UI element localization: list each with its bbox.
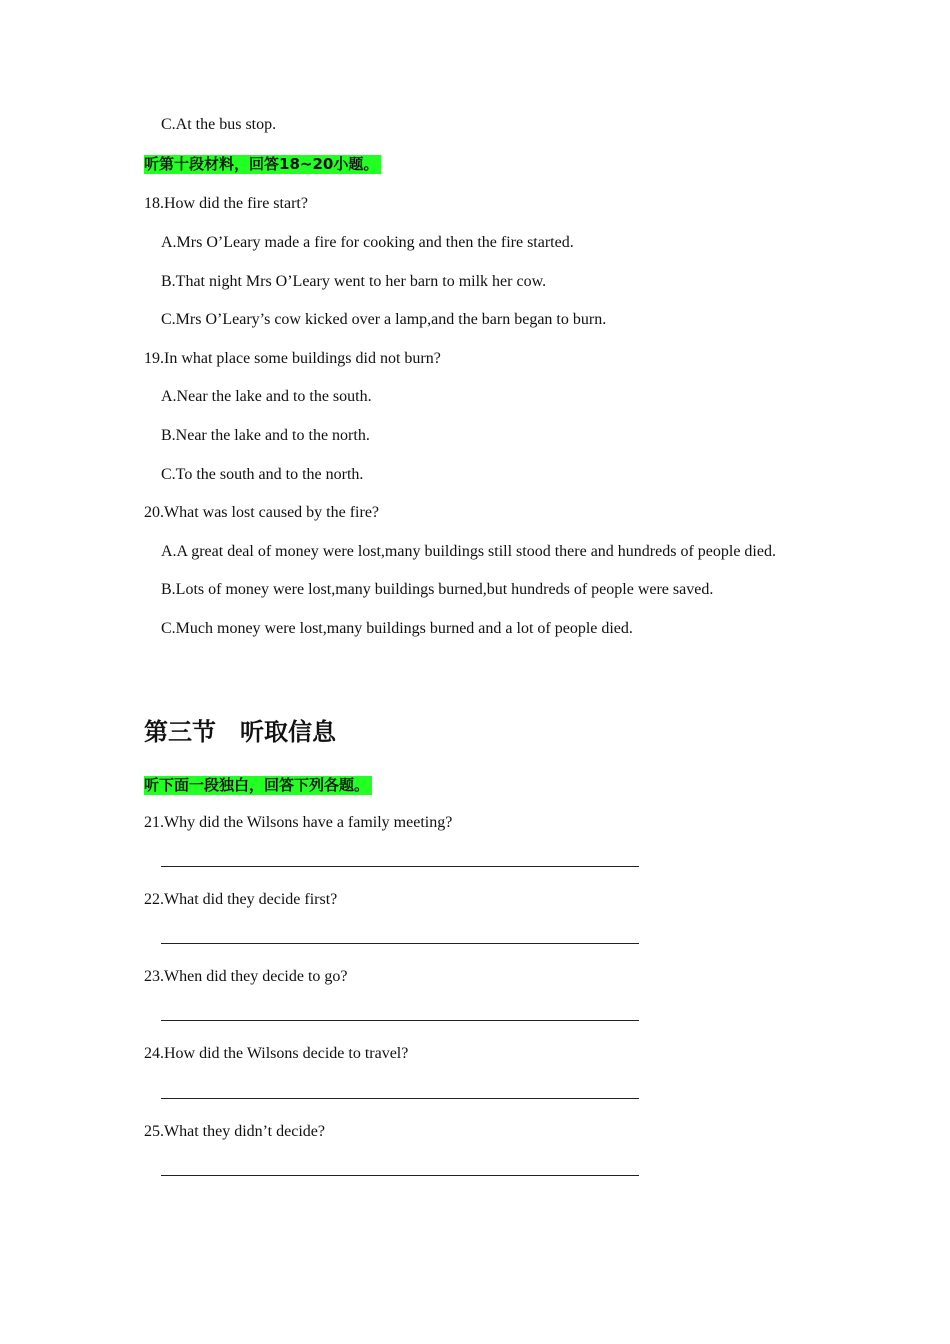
section-3-instruction: 听下面一段独白，回答下列各题。 xyxy=(144,776,372,795)
q22-answer-blank[interactable] xyxy=(161,943,639,944)
q18-option-b: B.That night Mrs O’Leary went to her barn to milk her cow. xyxy=(161,273,547,290)
q19-option-a: A.Near the lake and to the south. xyxy=(161,388,372,405)
q25-question: 25.What they didn’t decide? xyxy=(144,1123,325,1140)
q22-question: 22.What did they decide first? xyxy=(144,891,338,908)
q25-answer-blank[interactable] xyxy=(161,1175,639,1176)
q24-answer-blank[interactable] xyxy=(161,1098,639,1099)
section-10-instruction: 听第十段材料，回答18~20小题。 xyxy=(144,155,381,174)
q18-option-a: A.Mrs O’Leary made a fire for cooking and then the fire started. xyxy=(161,234,574,251)
q18-question: 18.How did the fire start? xyxy=(144,195,308,212)
q21-question: 21.Why did the Wilsons have a family meeting? xyxy=(144,814,453,831)
q20-option-b: B.Lots of money were lost,many buildings burned,but hundreds of people were saved. xyxy=(161,581,714,598)
q21-answer-blank[interactable] xyxy=(161,866,639,867)
q19-option-b: B.Near the lake and to the north. xyxy=(161,427,370,444)
q18-option-c: C.Mrs O’Leary’s cow kicked over a lamp,and the barn began to burn. xyxy=(161,311,607,328)
q17-option-c: C.At the bus stop. xyxy=(161,116,277,133)
q23-answer-blank[interactable] xyxy=(161,1020,639,1021)
section-3-heading: 第三节 听取信息 xyxy=(144,718,336,746)
q24-question: 24.How did the Wilsons decide to travel? xyxy=(144,1045,409,1062)
q19-option-c: C.To the south and to the north. xyxy=(161,466,364,483)
q23-question: 23.When did they decide to go? xyxy=(144,968,348,985)
q19-question: 19.In what place some buildings did not burn? xyxy=(144,350,441,367)
q20-option-a: A.A great deal of money were lost,many buildings still stood there and hundreds of people died. xyxy=(161,543,776,560)
q20-question: 20.What was lost caused by the fire? xyxy=(144,504,380,521)
q20-option-c: C.Much money were lost,many buildings burned and a lot of people died. xyxy=(161,620,633,637)
